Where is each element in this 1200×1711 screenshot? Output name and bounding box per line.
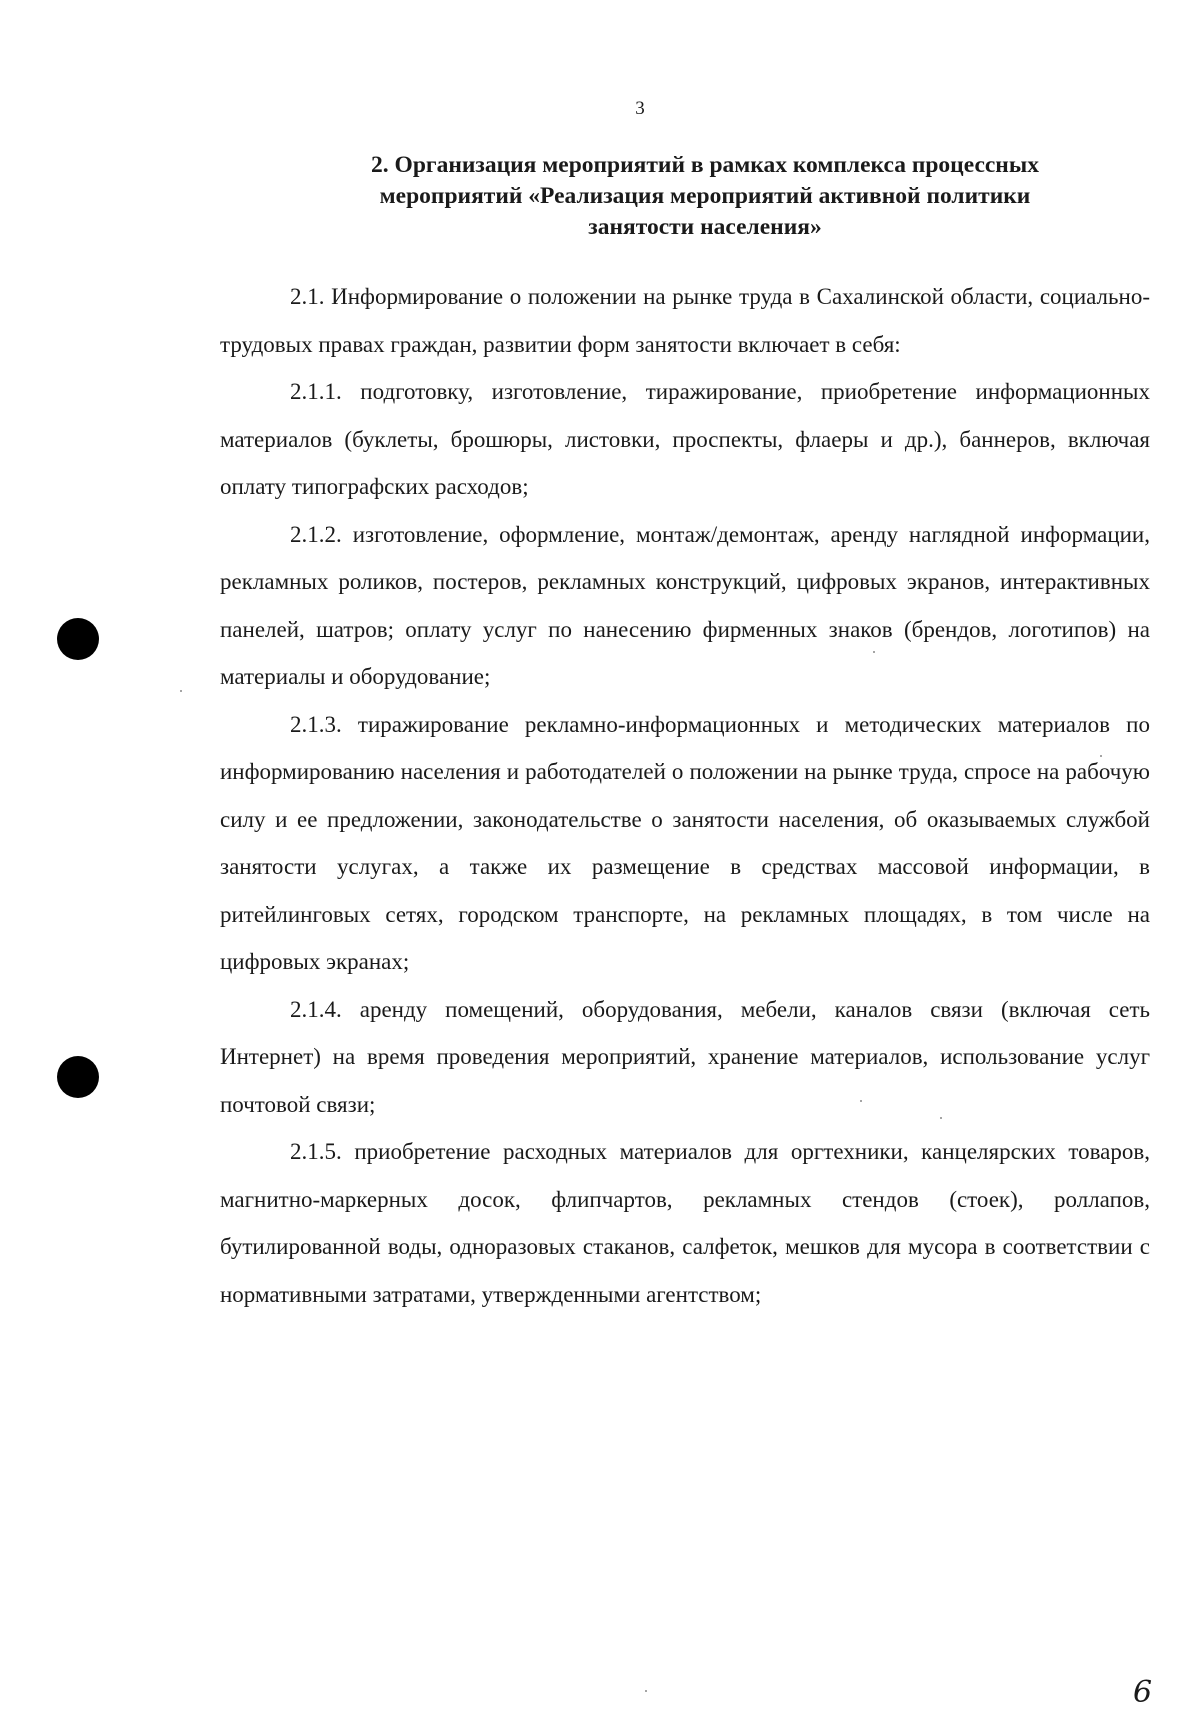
paragraph-2-1-4: 2.1.4. аренду помещений, оборудования, мебели, каналов связи (включая сеть Интернет) на время проведения мероприятий, хранение материалов, использование услуг почтовой связи; — [220, 996, 1150, 1117]
heading-line-3: занятости населения» — [588, 214, 822, 240]
scan-speck — [1100, 755, 1102, 757]
scan-speck — [860, 1100, 862, 1102]
scan-speck — [873, 651, 875, 653]
punch-hole-bottom — [57, 1056, 99, 1098]
page-number: 3 — [635, 98, 645, 119]
paragraph-2-1-2: 2.1.2. изготовление, оформление, монтаж/демонтаж, аренду наглядной информации, рекламных роликов, постеров, рекламных конструкций, цифровых экранов, интерактивных панелей, шатров; оплату услуг по нанесению фирменных знаков (брендов, логотипов) на материалы и оборудование; — [220, 521, 1150, 689]
scan-speck — [645, 1690, 647, 1692]
paragraph-2-1-3: 2.1.3. тиражирование рекламно-информационных и методических материалов по информированию населения и работодателей о положении на рынке труда, спросе на рабочую силу и ее предложении, законодательстве о занятости населения, об оказываемых службой занятости услугах, а также их размещение в средствах массовой информации, в ритейлинговых сетях, городском транспорте, на рекламных площадях, в том числе на цифровых экранах; — [220, 711, 1150, 974]
body-text — [220, 273, 1150, 1318]
scan-speck — [940, 1117, 942, 1119]
heading-line-2: мероприятий «Реализация мероприятий активной политики — [379, 183, 1031, 209]
paragraph-2-1-1: 2.1.1. подготовку, изготовление, тиражирование, приобретение информационных материалов (буклеты, брошюры, листовки, проспекты, флаеры и др.), баннеров, включая оплату типографских расходов; — [220, 379, 1150, 499]
punch-hole-top — [57, 618, 99, 660]
paragraph-2-1-5: 2.1.5. приобретение расходных материалов для оргтехники, канцелярских товаров, магнитно-маркерных досок, флипчартов, рекламных стендов (стоек), роллапов, бутилированной воды, одноразовых стаканов, салфеток, мешков для мусора в соответствии с нормативными затратами, утвержденными агентством; — [220, 1139, 1150, 1307]
heading-line-1: 2. Организация мероприятий в рамках комплекса процессных — [371, 152, 1039, 178]
handwritten-page-mark: 6 — [1133, 1675, 1153, 1710]
scan-speck — [180, 690, 182, 692]
paragraph-2-1: 2.1. Информирование о положении на рынке труда в Сахалинской области, социально-трудовых правах граждан, развитии форм занятости включает в себя: — [220, 284, 1150, 357]
section-heading — [270, 150, 1140, 243]
